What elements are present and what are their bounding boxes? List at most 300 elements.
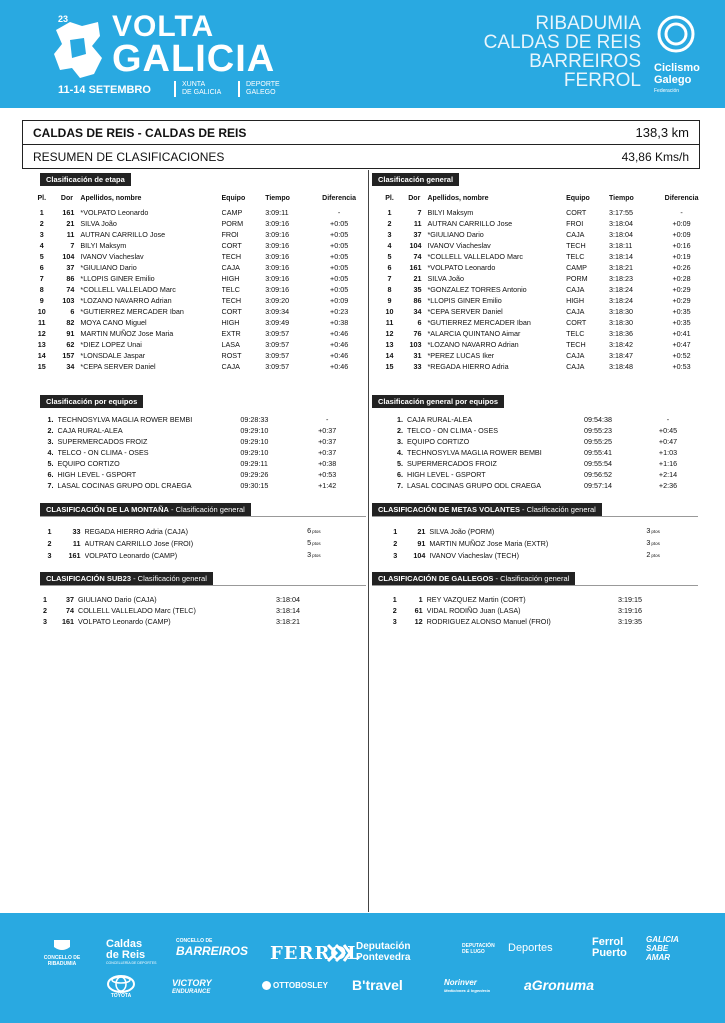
brand-galicia: GALICIA — [112, 38, 276, 80]
table-cell: 3:09:16 — [265, 241, 290, 250]
sponsor-deputacion-pontevedra: Deputación Pontevedra — [356, 941, 410, 963]
table-cell: REY VAZQUEZ Martin (CORT) — [426, 595, 526, 604]
table-cell: +0:29 — [672, 296, 691, 305]
table-cell: +0:52 — [672, 351, 691, 360]
table-row — [392, 436, 692, 447]
table-cell: +0:46 — [330, 362, 349, 371]
table-cell: MOYA CANO Miguel — [80, 318, 147, 327]
table-cell: 6. — [397, 470, 403, 479]
table-row — [30, 361, 366, 372]
table-cell: 33 — [413, 362, 422, 371]
table-cell: 3:19:15 — [617, 595, 642, 604]
table-cell: - — [337, 208, 341, 217]
galicians-title: CLASIFICACIÓN DE GALLEGOS - Clasificación general — [372, 572, 575, 585]
table-cell: 09:56:52 — [584, 470, 612, 479]
table-cell: 3:18:23 — [608, 274, 633, 283]
table-cell: CAJA — [566, 230, 585, 239]
table-cell: +0:37 — [318, 426, 337, 435]
table-cell: HIGH LEVEL - GSPORT — [57, 470, 137, 479]
sponsor-ribadumia: CONCELLO DE RIBADUMIA — [34, 939, 90, 967]
table-cell: - — [666, 415, 670, 424]
table-cell: 1 — [387, 208, 392, 217]
table-cell: Equipo — [221, 195, 246, 202]
table-cell: +0:46 — [330, 351, 349, 360]
table-cell: EXTR — [221, 329, 241, 338]
table-cell: BILYI Maksym — [80, 241, 127, 250]
table-cell: 09:28:33 — [240, 415, 269, 424]
table-cell: 3 — [387, 230, 392, 239]
table-cell: +0:05 — [330, 230, 349, 239]
teams-general-title: Clasificación general por equipos — [372, 395, 504, 408]
table-cell: 3:18:48 — [608, 362, 633, 371]
table-cell: +0:35 — [672, 307, 691, 316]
table-cell: 61 — [414, 606, 423, 615]
table-cell: +0:38 — [330, 318, 349, 327]
table-cell: 12 — [37, 329, 46, 338]
table-cell: LASAL COCINAS GRUPO ODL CRAEGA — [57, 481, 192, 490]
table-cell: 09:55:23 — [584, 426, 612, 435]
sponsor-deputacion-lugo: DEPUTACIÓN DE LUGO — [462, 943, 495, 955]
table-cell: HIGH — [221, 318, 240, 327]
table-cell: 35 — [413, 285, 422, 294]
table-cell: 11 — [385, 318, 394, 327]
table-cell: +0:09 — [672, 219, 691, 228]
table-cell: 7 — [417, 208, 422, 217]
table-cell: 3:09:16 — [265, 219, 290, 228]
table-cell: 3:09:49 — [265, 318, 290, 327]
table-cell: 3:18:47 — [608, 351, 633, 360]
table-cell: 2. — [397, 426, 403, 435]
table-row — [378, 295, 708, 306]
table-cell: 11 — [413, 219, 422, 228]
table-cell: RODRIGUEZ ALONSO Manuel (FROI) — [426, 617, 551, 626]
table-cell: 104 — [62, 252, 75, 261]
table-row — [378, 317, 708, 328]
table-cell: *LLOPIS GINER Emilio — [427, 296, 502, 305]
mountain-table — [40, 525, 358, 561]
table-cell: 9 — [39, 296, 44, 305]
table-cell: 12 — [385, 329, 394, 338]
table-cell: +0:38 — [318, 459, 337, 468]
table-cell: 3:18:21 — [276, 617, 300, 626]
federacion-label: Federación — [654, 88, 680, 94]
table-cell: CAJA RURAL-ALEA — [407, 415, 473, 424]
table-header-row — [30, 193, 366, 207]
table-cell: 3:18:30 — [608, 318, 633, 327]
points-cell — [646, 549, 696, 561]
host-cities: RIBADUMIA CALDAS DE REIS BARREIROS FERROL — [483, 13, 641, 91]
table-cell: 3 — [43, 617, 47, 626]
table-cell: +0:29 — [672, 285, 691, 294]
table-cell: PORM — [566, 274, 588, 283]
sponsor-ferrol: FERROL — [270, 943, 361, 964]
table-cell: CAJA — [221, 263, 240, 272]
table-cell: 6 — [417, 318, 422, 327]
table-cell: 09:29:10 — [240, 448, 269, 457]
table-row — [386, 537, 696, 549]
table-cell: 3:19:16 — [617, 606, 642, 615]
table-cell: 76 — [413, 329, 422, 338]
ciclismo-galego-icon — [656, 14, 696, 54]
table-row — [30, 306, 366, 317]
table-header-row — [378, 193, 708, 207]
table-row — [378, 218, 708, 229]
table-cell: 5. — [47, 459, 54, 468]
table-cell: ptos — [312, 553, 321, 558]
event-dates: 11-14 SETEMBRO — [58, 84, 151, 96]
table-cell: 3:09:57 — [265, 340, 290, 349]
table-cell: Tiempo — [608, 195, 634, 202]
table-cell: *LLOPIS GINER Emilio — [80, 274, 155, 283]
table-cell: 3:18:21 — [608, 263, 633, 272]
sub23-table — [36, 594, 336, 627]
table-cell: 7 — [39, 274, 44, 283]
table-cell: 3:09:34 — [265, 307, 290, 316]
table-cell: 2. — [47, 426, 54, 435]
xunta-logo: XUNTA DE GALICIA — [174, 81, 221, 97]
table-row — [40, 549, 358, 561]
stage-info-box — [22, 120, 700, 169]
table-row — [42, 480, 352, 491]
table-row — [386, 525, 696, 537]
table-cell: +0:09 — [672, 230, 691, 239]
table-cell: *LONSDALE Jaspar — [80, 351, 146, 360]
table-cell: 09:30:15 — [240, 481, 269, 490]
table-row — [392, 414, 692, 425]
table-cell: 74 — [66, 606, 74, 615]
table-cell: 11 — [37, 318, 46, 327]
table-cell: 4 — [387, 241, 392, 250]
table-cell: 14 — [385, 351, 394, 360]
table-cell: CAJA RURAL-ALEA — [57, 426, 123, 435]
table-cell: 4. — [47, 448, 54, 457]
table-cell: *VOLPATO Leonardo — [427, 263, 496, 272]
table-row — [386, 549, 696, 561]
sponsor-ferrol-puerto: Ferrol Puerto — [592, 936, 627, 959]
table-row — [42, 458, 352, 469]
table-cell: 6. — [47, 470, 54, 479]
table-cell: 3:09:16 — [265, 274, 290, 283]
table-cell: LASA — [221, 340, 240, 349]
table-cell: 62 — [66, 340, 75, 349]
table-cell: Pl. — [385, 195, 394, 202]
header-banner — [0, 0, 725, 108]
table-cell: REGADA HIERRO Adria (CAJA) — [84, 526, 188, 536]
table-cell: *GONZALEZ TORRES Antonio — [427, 285, 527, 294]
table-cell: LASAL COCINAS GRUPO ODL CRAEGA — [407, 481, 542, 490]
brand-volta: VOLTA — [112, 10, 215, 43]
table-cell: 3:09:57 — [265, 329, 290, 338]
points-cell — [307, 537, 358, 549]
chevrons-icon — [326, 943, 352, 963]
table-cell: 104 — [409, 241, 422, 250]
table-cell: 91 — [66, 329, 75, 338]
general-classification-title: Clasificación general — [372, 173, 459, 186]
ottobosley-icon — [262, 981, 271, 990]
table-cell: *COLLELL VALLELADO Marc — [80, 285, 176, 294]
table-cell: MARTIN MUÑOZ Jose Maria (EXTR) — [429, 538, 549, 548]
table-cell: AUTRAN CARRILLO Jose — [80, 230, 166, 239]
table-cell: 5. — [397, 459, 403, 468]
table-cell: 91 — [417, 538, 426, 548]
table-row — [392, 480, 692, 491]
table-cell: IVANOV Viacheslav — [427, 241, 491, 250]
sprints-table — [386, 525, 696, 561]
table-cell: TELCO - ON CLIMA - OSES — [57, 448, 149, 457]
table-cell: 21 — [417, 526, 426, 536]
sprints-title: CLASIFICACIÓN DE METAS VOLANTES - Clasificación general — [372, 503, 602, 516]
table-cell: 3 — [392, 617, 397, 626]
sponsor-barreiros: CONCELLO DE BARREIROS — [176, 938, 249, 958]
table-cell: TECHNOSYLVA MAGLIA ROWER BEMBI — [407, 448, 542, 457]
table-cell: 10 — [385, 307, 394, 316]
table-cell: 2 — [47, 538, 52, 548]
table-cell: 3 — [307, 550, 312, 559]
table-cell: 11 — [66, 230, 75, 239]
table-cell: +1:16 — [658, 459, 678, 468]
table-row — [30, 207, 366, 218]
table-cell: TELC — [221, 285, 240, 294]
table-cell: 13 — [385, 340, 394, 349]
stage-classification-title: Clasificación de etapa — [40, 173, 131, 186]
stage-route: CALDAS DE REIS - CALDAS DE REIS — [33, 126, 247, 140]
table-cell: *REGADA HIERRO Adria — [427, 362, 509, 371]
table-cell: SILVA João — [80, 219, 117, 228]
table-cell: 5 — [307, 538, 312, 547]
table-cell: 3:18:04 — [608, 230, 633, 239]
table-cell: 3 — [646, 526, 651, 535]
table-cell: *DIEZ LOPEZ Unai — [80, 340, 142, 349]
table-cell: ptos — [651, 529, 660, 534]
table-cell: 86 — [413, 296, 422, 305]
table-cell: 3:18:04 — [608, 219, 633, 228]
table-cell: - — [680, 208, 683, 217]
table-cell: 09:29:26 — [240, 470, 269, 479]
table-cell: 4. — [397, 448, 403, 457]
table-row — [392, 469, 692, 480]
table-cell: Dor — [60, 195, 73, 202]
table-cell: SUPERMERCADOS FROIZ — [407, 459, 497, 468]
shield-icon — [53, 939, 71, 953]
table-cell: *GIULIANO Dario — [427, 230, 484, 239]
table-cell: *COLLELL VALLELADO Marc — [427, 252, 523, 261]
table-cell: 11 — [72, 538, 81, 548]
table-cell: 2 — [646, 550, 651, 559]
table-cell: 3 — [393, 550, 398, 560]
table-cell: CAJA — [566, 307, 585, 316]
table-cell: 09:54:38 — [584, 415, 612, 424]
table-cell: 15 — [385, 362, 394, 371]
table-cell: VOLPATO Leonardo (CAMP) — [84, 550, 178, 560]
table-row — [30, 273, 366, 284]
table-cell: 6 — [387, 263, 392, 272]
sponsor-deportes: Deportes — [508, 942, 553, 954]
table-cell: Tiempo — [265, 195, 290, 202]
points-cell — [646, 525, 696, 537]
table-cell: TECHNOSYLVA MAGLIA ROWER BEMBI — [57, 415, 193, 424]
table-cell: *GIULIANO Dario — [80, 263, 137, 272]
table-cell: SILVA João — [427, 274, 464, 283]
table-cell: +0:09 — [330, 296, 349, 305]
table-row — [378, 207, 708, 218]
table-row — [30, 295, 366, 306]
sponsor-galicia-sabe-amar: GALICIA SABE AMAR — [646, 935, 679, 962]
table-cell: VIDAL RODIÑO Juan (LASA) — [426, 606, 521, 615]
table-row — [392, 458, 692, 469]
table-cell: 1 — [393, 526, 398, 536]
table-row — [378, 339, 708, 350]
table-cell: +0:23 — [330, 307, 349, 316]
table-cell: IVANOV Viacheslav (TECH) — [429, 550, 519, 560]
table-cell: HIGH — [566, 296, 585, 305]
table-cell: 1 — [47, 526, 52, 536]
table-cell: +0:28 — [672, 274, 691, 283]
table-cell: 3:18:30 — [608, 307, 633, 316]
table-cell: 2 — [387, 219, 392, 228]
points-cell — [646, 537, 696, 549]
table-cell: *CEPA SERVER Daniel — [427, 307, 503, 316]
table-cell: 8 — [387, 285, 392, 294]
points-cell — [307, 549, 358, 561]
table-cell: HIGH — [221, 274, 240, 283]
table-cell: +0:05 — [330, 252, 349, 261]
table-row — [30, 328, 366, 339]
teams-general-table — [392, 414, 692, 491]
table-cell: 09:55:41 — [584, 448, 612, 457]
table-cell: *VOLPATO Leonardo — [80, 208, 149, 217]
table-cell: 15 — [37, 362, 46, 371]
sponsor-toyota: TOYOTA — [106, 975, 136, 999]
table-cell: 9 — [387, 296, 392, 305]
table-cell: Dor — [408, 195, 421, 202]
table-cell: TECH — [221, 252, 242, 261]
table-cell: +0:05 — [330, 241, 349, 250]
table-cell: 7 — [387, 274, 392, 283]
table-cell: 161 — [62, 617, 74, 626]
mountain-title: CLASIFICACIÓN DE LA MONTAÑA - Clasificación general — [40, 503, 251, 516]
table-cell: +0:19 — [672, 252, 691, 261]
table-row — [42, 447, 352, 458]
table-cell: +0:16 — [672, 241, 691, 250]
table-cell: +0:26 — [672, 263, 691, 272]
table-cell: - — [325, 415, 329, 424]
sponsor-victory-endurance: VICTORY ENDURANCE — [172, 978, 212, 995]
table-cell: +0:37 — [318, 437, 337, 446]
table-cell: 4 — [39, 241, 44, 250]
table-row — [30, 251, 366, 262]
table-row — [42, 425, 352, 436]
table-cell: 3:09:11 — [265, 208, 289, 217]
table-cell: 34 — [66, 362, 75, 371]
column-divider — [368, 170, 369, 912]
general-classification-table — [378, 193, 708, 372]
table-cell: +0:05 — [330, 219, 349, 228]
table-cell: 3:09:16 — [265, 263, 290, 272]
table-cell: SUPERMERCADOS FROIZ — [57, 437, 148, 446]
sponsor-btravel: B'travel — [352, 977, 403, 993]
table-cell: 3:19:35 — [617, 617, 642, 626]
table-cell: Pl. — [37, 195, 47, 202]
table-cell: GIULIANO Dario (CAJA) — [78, 595, 157, 604]
table-cell: 6 — [70, 307, 75, 316]
table-cell: 1 — [418, 595, 423, 604]
table-cell: *LOZANO NAVARRO Adrian — [427, 340, 519, 349]
table-row — [392, 425, 692, 436]
table-cell: 3:09:20 — [265, 296, 290, 305]
table-cell: +0:47 — [658, 437, 678, 446]
table-cell: 103 — [62, 296, 75, 305]
table-cell: +2:14 — [658, 470, 678, 479]
table-cell: 3 — [47, 550, 52, 560]
table-cell: 104 — [413, 550, 426, 560]
table-cell: CORT — [566, 318, 587, 327]
table-cell: 3:09:57 — [265, 362, 290, 371]
table-row — [36, 616, 336, 627]
table-cell: 1 — [392, 595, 397, 604]
table-cell: 74 — [413, 252, 422, 261]
sponsor-ottobosley: OTTOBOSLEY — [262, 981, 328, 990]
table-cell: CAJA — [566, 362, 585, 371]
table-row — [392, 447, 692, 458]
table-cell: HIGH LEVEL - GSPORT — [407, 470, 486, 479]
table-cell: 10 — [37, 307, 46, 316]
table-cell: 8 — [39, 285, 44, 294]
table-cell: Diferencia — [322, 195, 357, 202]
table-cell: 31 — [413, 351, 422, 360]
table-row — [378, 350, 708, 361]
table-row — [42, 436, 352, 447]
table-cell: 37 — [413, 230, 422, 239]
table-cell: 3 — [39, 230, 44, 239]
table-cell: 7 — [70, 241, 75, 250]
table-cell: 1 — [39, 208, 44, 217]
table-cell: SILVA João (PORM) — [429, 526, 495, 536]
table-cell: 37 — [66, 595, 74, 604]
table-cell: 103 — [409, 340, 422, 349]
table-cell: 6 — [307, 526, 312, 535]
table-cell: *LOZANO NAVARRO Adrian — [80, 296, 172, 305]
points-cell — [307, 525, 358, 537]
table-cell: Apellidos, nombre — [427, 195, 489, 202]
table-cell: 12 — [414, 617, 423, 626]
table-cell: 3:18:04 — [276, 595, 300, 604]
table-cell: 3:18:42 — [608, 340, 633, 349]
table-cell: 3:09:57 — [265, 351, 290, 360]
table-cell: VOLPATO Leonardo (CAMP) — [78, 617, 171, 626]
table-row — [30, 284, 366, 295]
table-cell: 3:18:14 — [276, 606, 300, 615]
sponsor-caldas: Caldas de Reis CONCELLERÍA DE DEPORTES — [106, 938, 157, 965]
table-cell: TECH — [221, 296, 242, 305]
table-cell: 161 — [409, 263, 422, 272]
table-cell: 33 — [72, 526, 81, 536]
table-row — [378, 229, 708, 240]
teams-stage-table — [42, 414, 352, 491]
table-cell: 5 — [387, 252, 392, 261]
table-cell: TELC — [566, 252, 585, 261]
ciclismo-galego-label: Ciclismo Galego — [654, 62, 700, 86]
table-cell: +0:45 — [658, 426, 678, 435]
table-cell: 3. — [47, 437, 54, 446]
stage-classification-table — [30, 193, 366, 372]
table-row — [30, 218, 366, 229]
table-cell: CAMP — [566, 263, 587, 272]
table-cell: 74 — [66, 285, 75, 294]
table-cell: FROI — [566, 219, 584, 228]
table-row — [42, 469, 352, 480]
table-cell: ptos — [651, 541, 660, 546]
table-cell: 6 — [39, 263, 44, 272]
